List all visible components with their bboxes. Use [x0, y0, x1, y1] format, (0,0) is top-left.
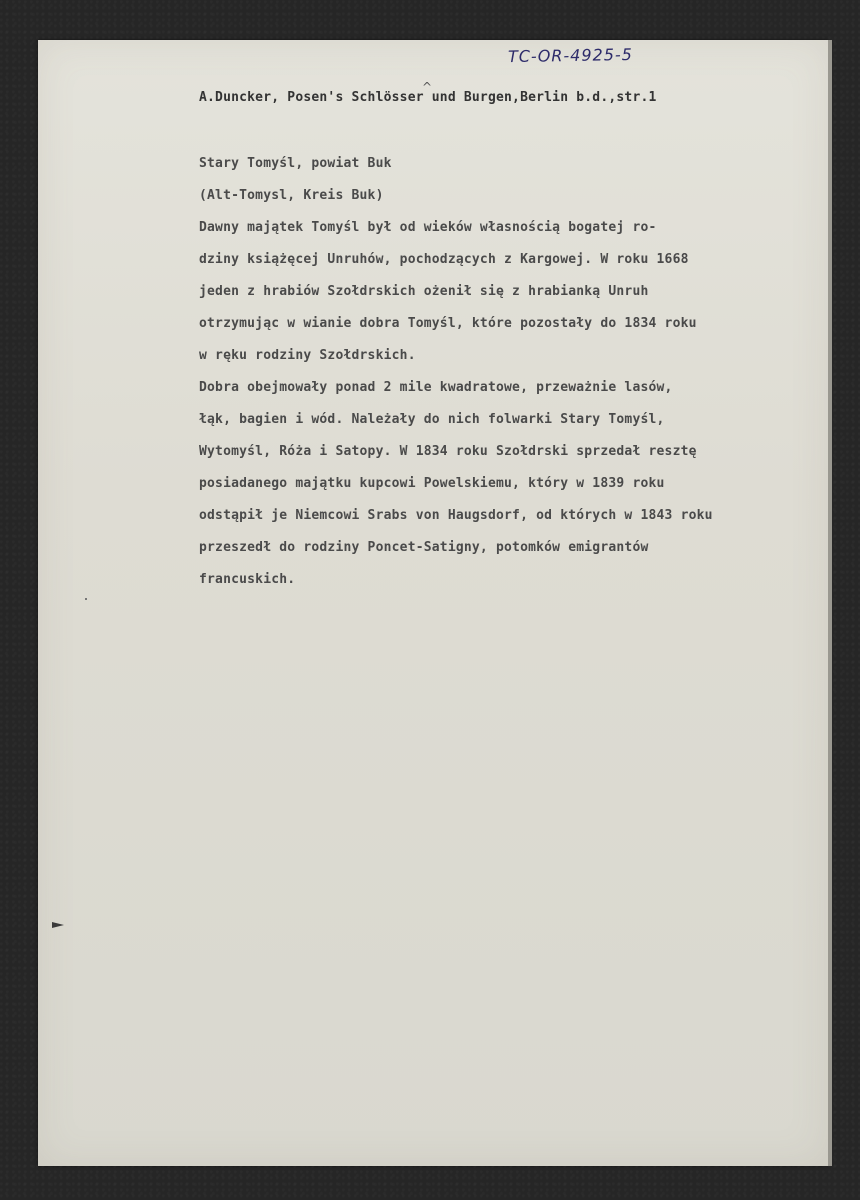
body-line: Wytomyśl, Róża i Satopy. W 1834 roku Szołdrski sprzedał resztę: [199, 444, 697, 459]
body-line: Dawny majątek Tomyśl był od wieków własnością bogatej ro-: [199, 220, 657, 235]
body-line: łąk, bagien i wód. Należały do nich folwarki Stary Tomyśl,: [199, 412, 665, 427]
insertion-caret: ^: [422, 80, 433, 94]
body-line: posiadanego majątku kupcowi Powelskiemu, który w 1839 roku: [199, 476, 665, 491]
page-edge: [828, 40, 832, 1166]
body-line: jeden z hrabiów Szołdrskich ożenił się z hrabianką Unruh: [199, 284, 649, 299]
archive-signature: TC-OR-4925-5: [507, 44, 634, 67]
document-subheading: (Alt-Tomysl, Kreis Buk): [199, 188, 384, 203]
body-line: dziny książęcej Unruhów, pochodzących z Kargowej. W roku 1668: [199, 252, 689, 267]
body-line: w ręku rodziny Szołdrskich.: [199, 348, 416, 363]
body-line: otrzymując w wianie dobra Tomyśl, które pozostały do 1834 roku: [199, 316, 697, 331]
citation-line: A.Duncker, Posen's Schlösser und Burgen,Berlin b.d.,str.1: [199, 90, 657, 105]
body-line: przeszedł do rodziny Poncet-Satigny, potomków emigrantów: [199, 540, 649, 555]
paper-speck: [85, 598, 87, 600]
document-page: [38, 40, 828, 1166]
body-line: odstąpił je Niemcowi Srabs von Haugsdorf, od których w 1843 roku: [199, 508, 713, 523]
body-line: francuskich.: [199, 572, 296, 587]
document-heading: Stary Tomyśl, powiat Buk: [199, 156, 392, 171]
body-line: Dobra obejmowały ponad 2 mile kwadratowe, przeważnie lasów,: [199, 380, 673, 395]
